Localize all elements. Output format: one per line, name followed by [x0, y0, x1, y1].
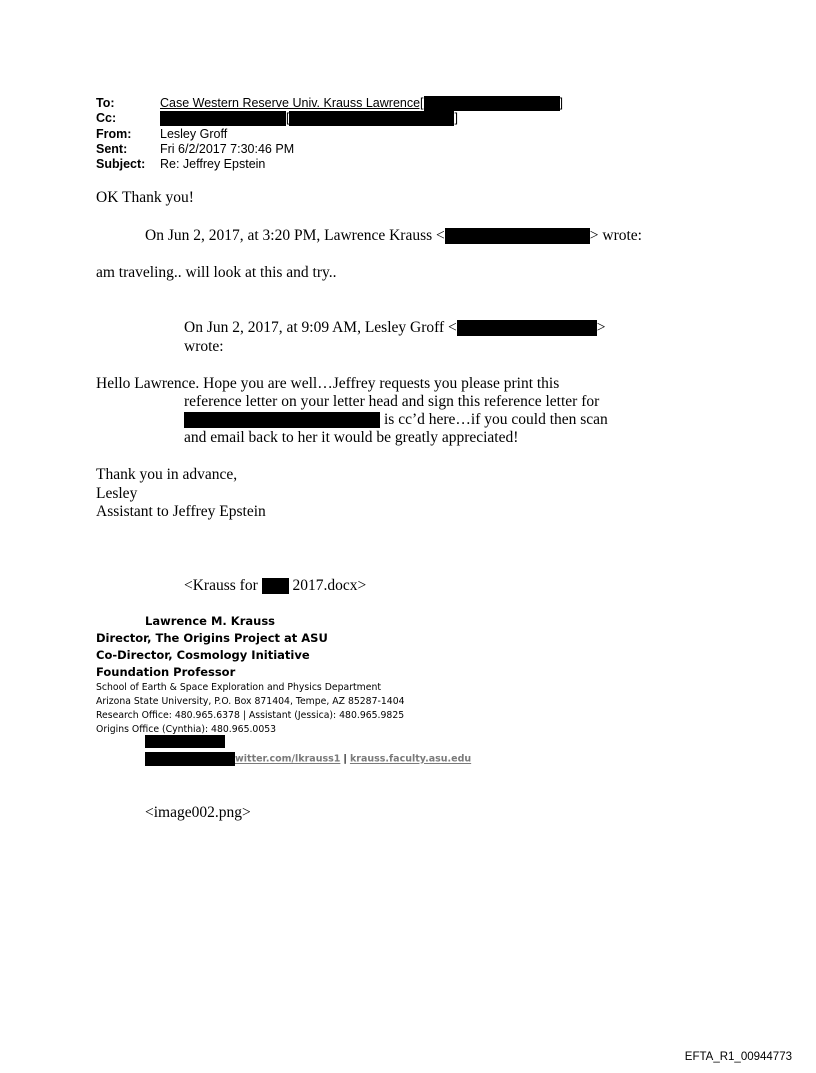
signature-name: Lawrence M. Krauss — [145, 614, 276, 628]
quote1-text: am traveling.. will look at this and try.. — [96, 264, 337, 281]
hello-line-3-text: is cc’d here…if you could then scan — [384, 411, 608, 428]
quote1-header — [145, 227, 642, 245]
redaction-block — [184, 412, 380, 428]
signature-links — [145, 752, 471, 766]
cc-bracket-close: ] — [454, 111, 458, 125]
sent-value: Fri 6/2/2017 7:30:46 PM — [160, 142, 295, 156]
to-value — [160, 96, 563, 111]
signature-title-3: Foundation Professor — [96, 665, 236, 679]
sender-role: Assistant to Jeffrey Epstein — [96, 503, 266, 520]
cc-value — [160, 111, 458, 126]
quote2-header — [184, 319, 606, 337]
sent-label: Sent: — [96, 142, 128, 156]
redaction-block — [160, 111, 286, 126]
reply-text: OK Thank you! — [96, 189, 194, 206]
quote2-wrote: wrote: — [184, 338, 224, 355]
hello-line-2: reference letter on your letter head and sign this reference letter for — [184, 393, 600, 410]
redaction-block — [457, 320, 597, 336]
redaction-block — [289, 111, 454, 126]
cc-label: Cc: — [96, 111, 117, 125]
twitter-link[interactable]: witter.com/lkrauss1 — [235, 753, 341, 765]
from-value: Lesley Groff — [160, 127, 228, 141]
hello-line-3 — [184, 411, 608, 429]
hello-line-1: Hello Lawrence. Hope you are well…Jeffrey requests you please print this — [96, 375, 560, 392]
subject-label: Subject: — [96, 157, 146, 171]
faculty-link[interactable]: krauss.faculty.asu.edu — [349, 753, 472, 765]
attachment-image: <image002.png> — [145, 804, 251, 821]
signature-line-3: Research Office: 480.965.6378 | Assistant (Jessica): 480.965.9825 — [96, 710, 405, 721]
attachment-post: 2017.docx> — [292, 577, 367, 594]
quote1-intro: On Jun 2, 2017, at 3:20 PM, Lawrence Krauss < — [145, 227, 445, 244]
to-address: Case Western Reserve Univ. Krauss Lawrence[ — [160, 96, 424, 110]
subject-value: Re: Jeffrey Epstein — [160, 157, 266, 171]
quote1-end: > wrote: — [589, 227, 642, 244]
redaction-block — [262, 578, 289, 594]
quote2-end: > — [596, 319, 606, 336]
signature-line-2: Arizona State University, P.O. Box 871404, Tempe, AZ 85287-1404 — [96, 696, 405, 707]
attachment-pre: <Krauss for — [184, 577, 258, 594]
to-bracket: ] — [559, 96, 564, 110]
link-separator: | — [343, 753, 347, 765]
signature-title-2: Co-Director, Cosmology Initiative — [96, 648, 310, 662]
redaction-block — [424, 96, 560, 111]
redaction-block — [145, 752, 235, 766]
signature-title-1: Director, The Origins Project at ASU — [96, 631, 328, 645]
signature-line-4: Origins Office (Cynthia): 480.965.0053 — [96, 724, 277, 735]
quote2-intro: On Jun 2, 2017, at 9:09 AM, Lesley Groff < — [184, 319, 457, 336]
thanks-line: Thank you in advance, — [96, 466, 238, 483]
attachment-docx — [184, 577, 366, 595]
cc-bracket-open: [ — [286, 111, 290, 125]
redaction-block — [445, 228, 590, 244]
redaction-block — [145, 735, 225, 748]
from-label: From: — [96, 127, 132, 141]
signature-line-1: School of Earth & Space Exploration and Physics Department — [96, 682, 381, 693]
sender-name: Lesley — [96, 485, 138, 502]
to-label: To: — [96, 96, 115, 110]
document-id: EFTA_R1_00944773 — [684, 1051, 792, 1063]
hello-line-4: and email back to her it would be greatly appreciated! — [184, 429, 519, 446]
